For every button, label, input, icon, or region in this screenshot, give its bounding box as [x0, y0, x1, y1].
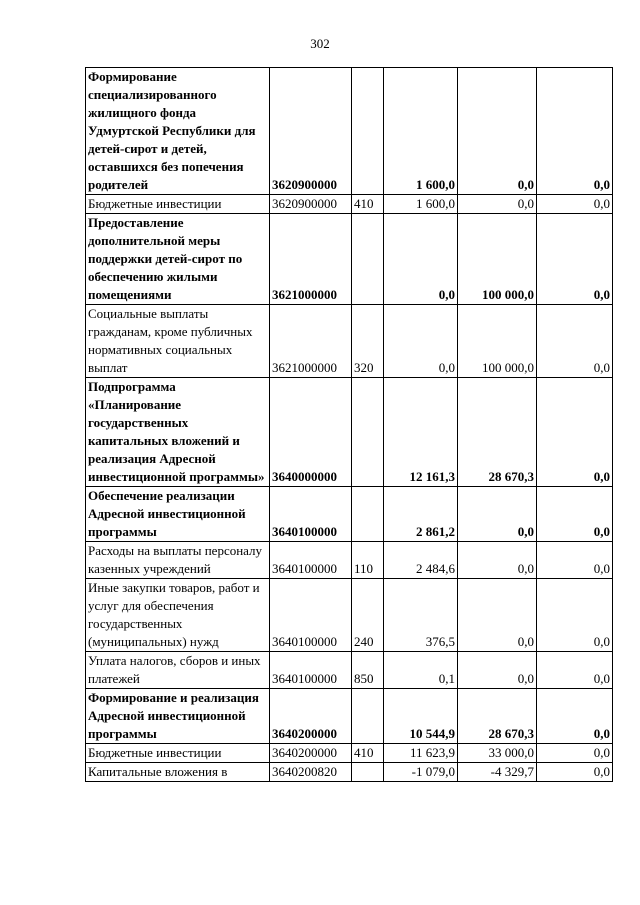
row-value-1: 0,0	[384, 214, 458, 305]
row-type	[352, 689, 384, 744]
row-type: 110	[352, 542, 384, 579]
row-value-3: 0,0	[537, 763, 613, 782]
table-row	[86, 305, 613, 378]
row-value-3: 0,0	[537, 378, 613, 487]
row-value-1: 2 484,6	[384, 542, 458, 579]
row-value-3: 0,0	[537, 542, 613, 579]
row-name: Капитальные вложения в	[86, 763, 270, 782]
table-row	[86, 195, 613, 214]
row-type: 320	[352, 305, 384, 378]
row-code: 3621000000	[270, 305, 352, 378]
row-type	[352, 214, 384, 305]
row-value-2: 0,0	[458, 542, 537, 579]
row-type	[352, 378, 384, 487]
row-value-2: 0,0	[458, 652, 537, 689]
row-code: 3620900000	[270, 68, 352, 195]
row-code: 3640100000	[270, 579, 352, 652]
table-row	[86, 763, 613, 782]
row-name: Расходы на выплаты персоналу казенных учреждений	[86, 542, 270, 579]
row-name: Формирование и реализация Адресной инвестиционной программы	[86, 689, 270, 744]
row-code: 3640200000	[270, 689, 352, 744]
table-row	[86, 579, 613, 652]
row-value-2: 0,0	[458, 68, 537, 195]
row-value-2: 0,0	[458, 487, 537, 542]
row-type: 410	[352, 195, 384, 214]
row-value-2: 100 000,0	[458, 305, 537, 378]
row-value-1: 10 544,9	[384, 689, 458, 744]
row-name: Предоставление дополнительной меры поддержки детей-сирот по обеспечению жилыми помещениями	[86, 214, 270, 305]
row-code: 3621000000	[270, 214, 352, 305]
row-value-2: 28 670,3	[458, 689, 537, 744]
row-value-3: 0,0	[537, 579, 613, 652]
row-type	[352, 763, 384, 782]
table-row	[86, 542, 613, 579]
row-type	[352, 487, 384, 542]
table-row	[86, 689, 613, 744]
row-name: Обеспечение реализации Адресной инвестиционной программы	[86, 487, 270, 542]
table-row	[86, 487, 613, 542]
row-value-1: 0,1	[384, 652, 458, 689]
row-value-1: 376,5	[384, 579, 458, 652]
row-name: Бюджетные инвестиции	[86, 195, 270, 214]
row-type: 240	[352, 579, 384, 652]
table-row	[86, 378, 613, 487]
row-value-1: 1 600,0	[384, 68, 458, 195]
row-value-3: 0,0	[537, 652, 613, 689]
row-value-3: 0,0	[537, 689, 613, 744]
row-value-1: 11 623,9	[384, 744, 458, 763]
row-value-1: 12 161,3	[384, 378, 458, 487]
row-type: 410	[352, 744, 384, 763]
row-value-2: 0,0	[458, 195, 537, 214]
row-code: 3640000000	[270, 378, 352, 487]
page-number: 302	[310, 36, 330, 51]
table-row	[86, 652, 613, 689]
row-value-2: 33 000,0	[458, 744, 537, 763]
table-row	[86, 214, 613, 305]
row-code: 3640100000	[270, 652, 352, 689]
row-value-1: 0,0	[384, 305, 458, 378]
row-code: 3640100000	[270, 542, 352, 579]
table-row	[86, 68, 613, 195]
row-name: Подпрограмма «Планирование государственных капитальных вложений и реализация Адресной инвестиционной программы»	[86, 378, 270, 487]
row-value-3: 0,0	[537, 195, 613, 214]
row-type: 850	[352, 652, 384, 689]
row-value-3: 0,0	[537, 214, 613, 305]
row-value-1: -1 079,0	[384, 763, 458, 782]
row-value-3: 0,0	[537, 305, 613, 378]
budget-table	[85, 67, 613, 782]
row-value-2: 28 670,3	[458, 378, 537, 487]
row-code: 3640100000	[270, 487, 352, 542]
row-value-3: 0,0	[537, 487, 613, 542]
row-name: Уплата налогов, сборов и иных платежей	[86, 652, 270, 689]
row-value-3: 0,0	[537, 68, 613, 195]
row-value-2: -4 329,7	[458, 763, 537, 782]
row-code: 3640200820	[270, 763, 352, 782]
row-value-1: 1 600,0	[384, 195, 458, 214]
row-code: 3620900000	[270, 195, 352, 214]
row-value-1: 2 861,2	[384, 487, 458, 542]
row-value-3: 0,0	[537, 744, 613, 763]
row-name: Социальные выплаты гражданам, кроме публичных нормативных социальных выплат	[86, 305, 270, 378]
row-type	[352, 68, 384, 195]
row-value-2: 100 000,0	[458, 214, 537, 305]
row-name: Бюджетные инвестиции	[86, 744, 270, 763]
row-code: 3640200000	[270, 744, 352, 763]
table-row	[86, 744, 613, 763]
row-name: Иные закупки товаров, работ и услуг для обеспечения государственных (муниципальных) нужд	[86, 579, 270, 652]
row-value-2: 0,0	[458, 579, 537, 652]
row-name: Формирование специализированного жилищного фонда Удмуртской Республики для детей-сирот и детей, оставшихся без попечения родителей	[86, 68, 270, 195]
